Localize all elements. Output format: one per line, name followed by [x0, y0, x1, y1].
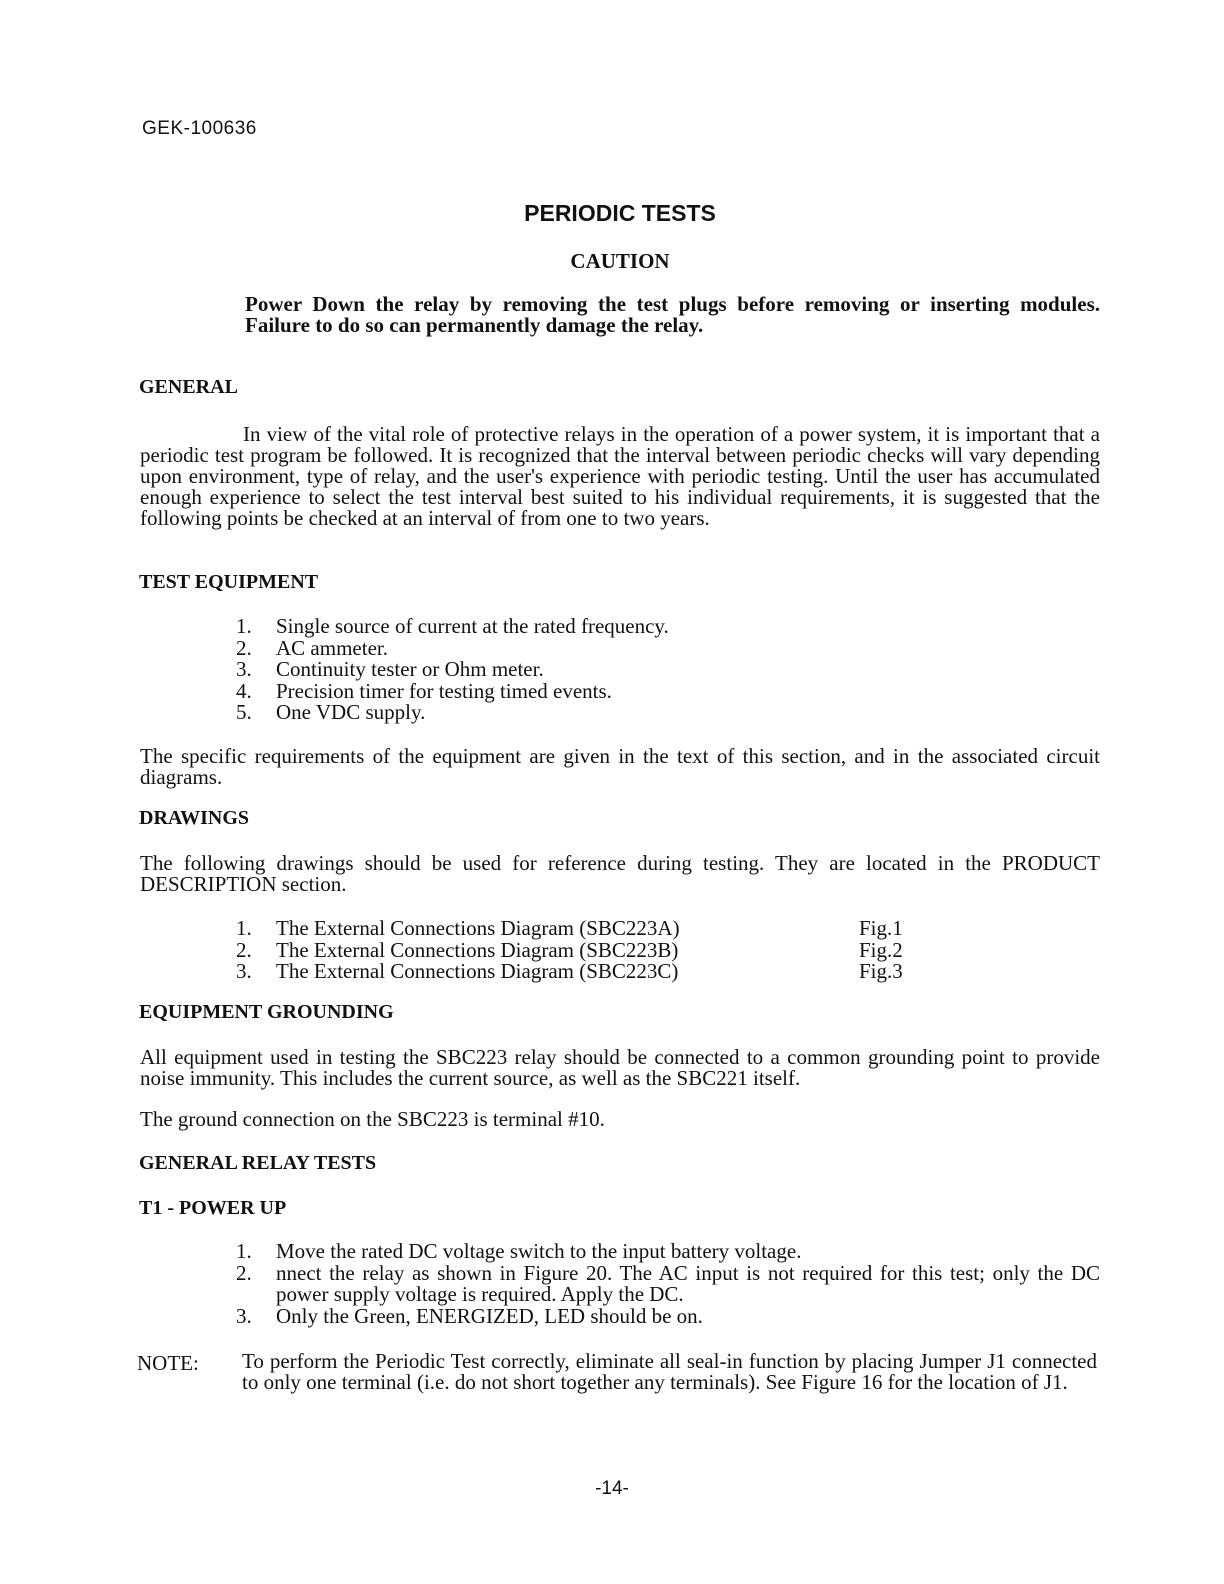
- test-equipment-list: [236, 616, 669, 724]
- list-item: 3. The External Connections Diagram (SBC223C) Fig.3: [236, 959, 903, 983]
- list-item: 1. Single source of current at the rated frequency.: [236, 614, 669, 638]
- general-paragraph: [140, 424, 1100, 529]
- drawings-intro: The following drawings should be used for reference during testing. They are located in the PRODUCT DESCRIPTION section.: [140, 851, 1100, 896]
- drawings-list: [236, 918, 976, 983]
- drawings-heading: DRAWINGS: [139, 807, 250, 829]
- document-id: GEK-100636: [142, 118, 257, 139]
- caution-heading: CAUTION: [570, 249, 670, 273]
- list-item: 2. AC ammeter.: [236, 635, 388, 660]
- page-title: PERIODIC TESTS: [524, 200, 716, 226]
- list-item: 4. Precision timer for testing timed events.: [236, 678, 612, 703]
- figure-reference: Fig.2: [859, 937, 903, 962]
- grounding-text: All equipment used in testing the SBC223 relay should be connected to a common grounding point to provide noise immunity. This includes the current source, as well as the SBC221 itself.: [140, 1045, 1100, 1090]
- equipment-requirements-text: The specific requirements of the equipment are given in the text of this section, and in the associated circuit diagrams.: [140, 744, 1100, 789]
- t1-steps-list: [236, 1241, 1100, 1327]
- caution-text: Power Down the relay by removing the test plugs before removing or inserting modules. Failure to do so can permanently damage the relay.: [245, 292, 1100, 337]
- list-item: 3. Only the Green, ENERGIZED, LED should be on.: [236, 1303, 703, 1328]
- list-item: 1. The External Connections Diagram (SBC223A) Fig.1: [236, 916, 903, 940]
- test-equipment-heading: TEST EQUIPMENT: [139, 571, 319, 593]
- figure-reference: Fig.3: [859, 959, 903, 983]
- note-text: To perform the Periodic Test correctly, eliminate all seal-in function by placing Jumper J1 connected to only one terminal (i.e. do not short together any terminals). See Figure 16 for the location of J1.: [242, 1349, 1097, 1394]
- general-heading: GENERAL: [139, 376, 238, 398]
- t1-heading: T1 - POWER UP: [139, 1197, 287, 1219]
- page-number: -14-: [595, 1478, 629, 1499]
- general-relay-tests-heading: GENERAL RELAY TESTS: [139, 1152, 377, 1174]
- list-item: 1. Move the rated DC voltage switch to the input battery voltage.: [236, 1239, 802, 1263]
- figure-reference: Fig.1: [859, 916, 903, 940]
- list-item: 2. nnect the relay as shown in Figure 20. The AC input is not required for this test; only the DC power supply voltage is required. Apply the DC.: [236, 1260, 1100, 1306]
- note-label: NOTE:: [137, 1351, 199, 1375]
- list-item: 3. Continuity tester or Ohm meter.: [236, 657, 544, 681]
- ground-terminal-text: The ground connection on the SBC223 is terminal #10.: [140, 1107, 605, 1131]
- equipment-grounding-heading: EQUIPMENT GROUNDING: [139, 1001, 394, 1023]
- general-text: In view of the vital role of protective relays in the operation of a power system, it is important that a periodic test program be followed. It is recognized that the interval between periodic checks will vary depending upon environment, type of relay, and the user's experience with periodic testing. Until the user has accumulated enough experience to select the test interval best suited to his individual requirements, it is suggested that the following points be checked at an interval of from one to two years.: [140, 422, 1100, 530]
- list-item: 5. One VDC supply.: [236, 700, 426, 724]
- list-item: 2. The External Connections Diagram (SBC223B) Fig.2: [236, 937, 903, 962]
